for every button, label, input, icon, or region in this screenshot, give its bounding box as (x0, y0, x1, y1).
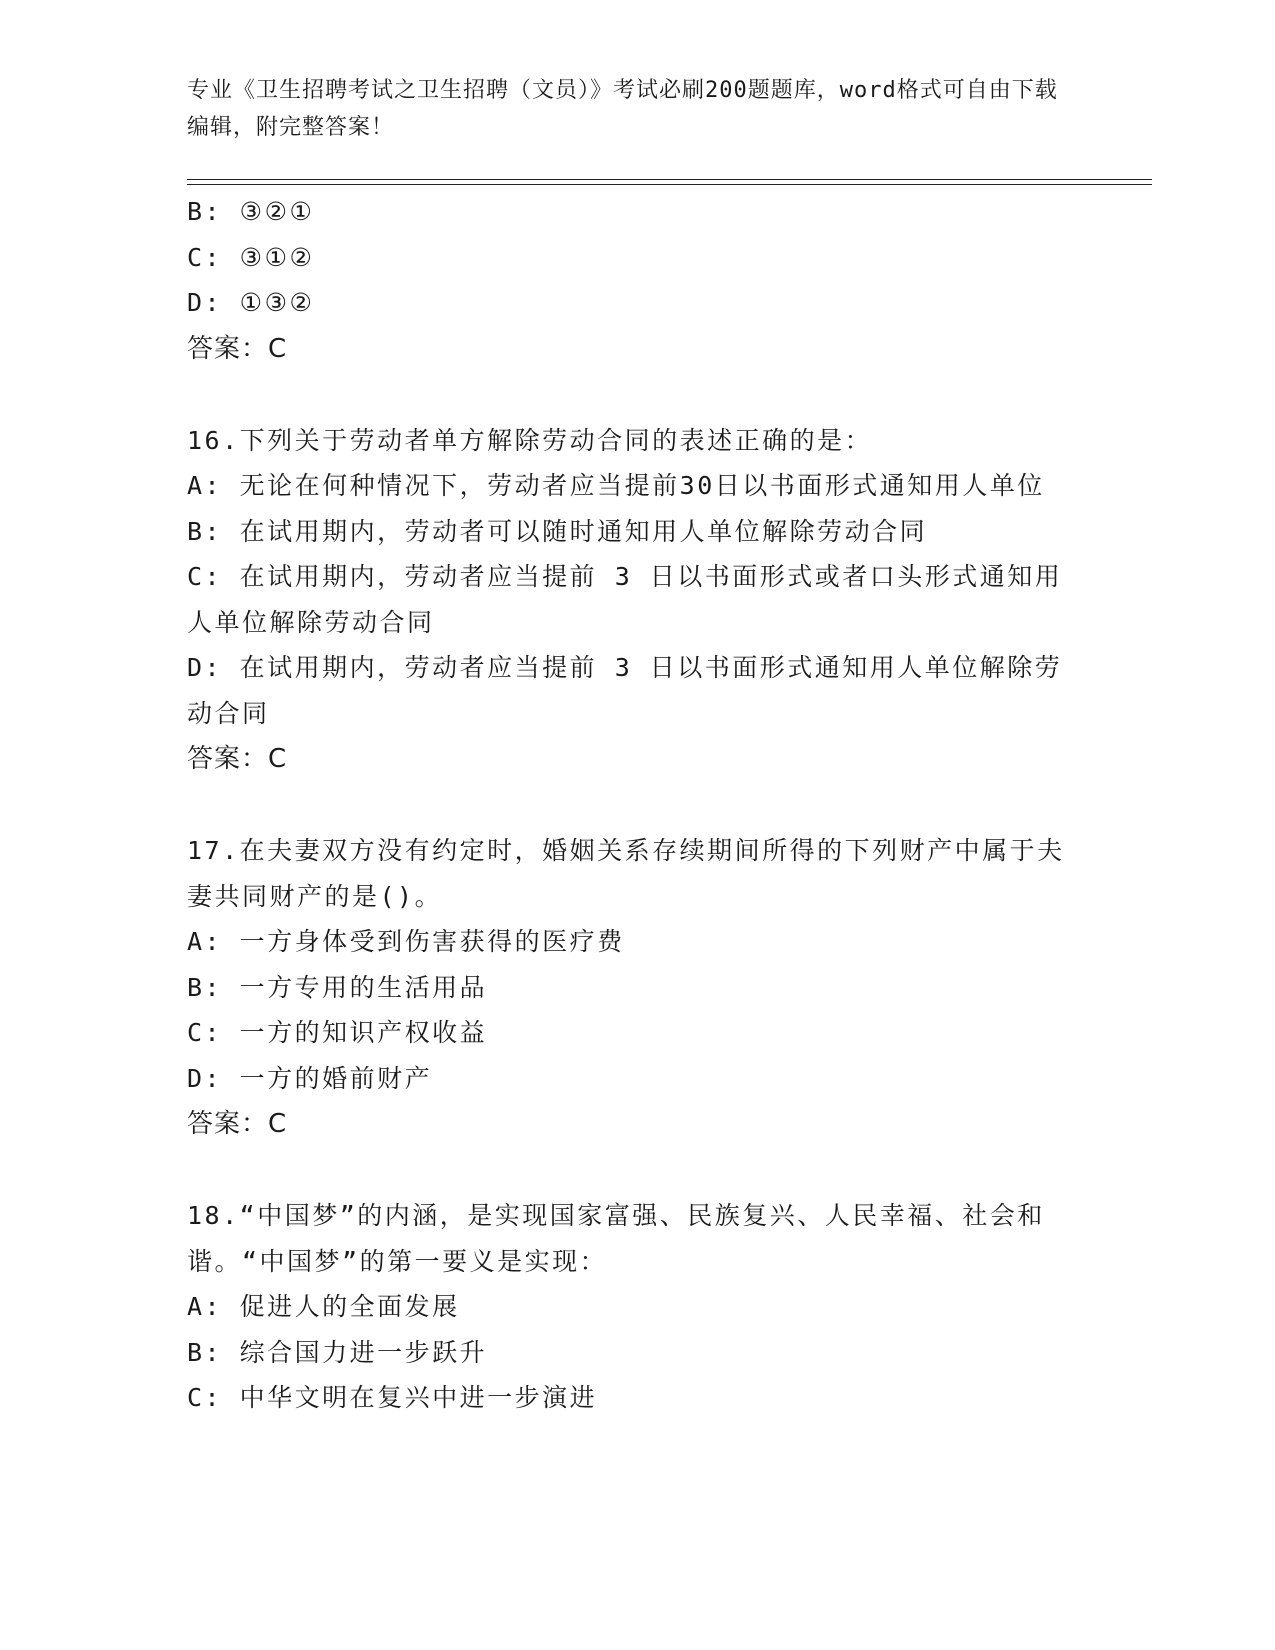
option-d: D: 一方的婚前财产 (187, 1063, 433, 1093)
spacer (187, 373, 1067, 418)
answer: 答案：C (187, 744, 288, 774)
question-content (187, 189, 1067, 1421)
question-stem: 17.在夫妻双方没有约定时，婚姻关系存续期间所得的下列财产中属于夫妻共同财产的是()。 (187, 836, 1065, 911)
spacer (187, 783, 1067, 828)
question-16 (187, 418, 1067, 784)
option-a: A: 促进人的全面发展 (187, 1292, 460, 1321)
spacer (187, 1148, 1067, 1193)
question-17 (187, 828, 1067, 1148)
answer: 答案：C (187, 333, 288, 364)
option-b: B: 一方专用的生活用品 (187, 972, 488, 1002)
question-15-tail (187, 189, 1067, 373)
question-stem: 18.“中国梦”的内涵，是实现国家富强、民族复兴、人民幸福、社会和谐。“中国梦”的第一要义是实现： (187, 1201, 1045, 1276)
option-c: C: 在试用期内，劳动者应当提前 3 日以书面形式或者口头形式通知用人单位解除劳动合同 (187, 562, 1063, 637)
option-c: C: 一方的知识产权收益 (187, 1018, 488, 1047)
question-stem: 16.下列关于劳动者单方解除劳动合同的表述正确的是： (187, 425, 873, 455)
option-c: C: ③①② (187, 242, 315, 272)
option-a: A: 一方身体受到伤害获得的医疗费 (187, 927, 625, 956)
option-d: D: 在试用期内，劳动者应当提前 3 日以书面形式通知用人单位解除劳动合同 (187, 653, 1063, 728)
document-header: 专业《卫生招聘考试之卫生招聘（文员）》考试必刷200题题库，word格式可自由下载编辑，附完整答案！ (187, 78, 1058, 140)
option-b: B: 在试用期内，劳动者可以随时通知用人单位解除劳动合同 (187, 516, 928, 546)
option-b: B: 综合国力进一步跃升 (187, 1337, 488, 1367)
header-rule-bottom (187, 184, 1152, 185)
answer: 答案：C (187, 1109, 288, 1139)
header-rule-top (187, 179, 1152, 180)
option-b: B: ③②① (187, 197, 315, 226)
option-d: D: ①③② (187, 288, 315, 317)
question-18 (187, 1193, 1067, 1421)
option-a: A: 无论在何种情况下，劳动者应当提前30日以书面形式通知用人单位 (187, 471, 1045, 500)
option-c: C: 中华文明在复兴中进一步演进 (187, 1383, 598, 1412)
